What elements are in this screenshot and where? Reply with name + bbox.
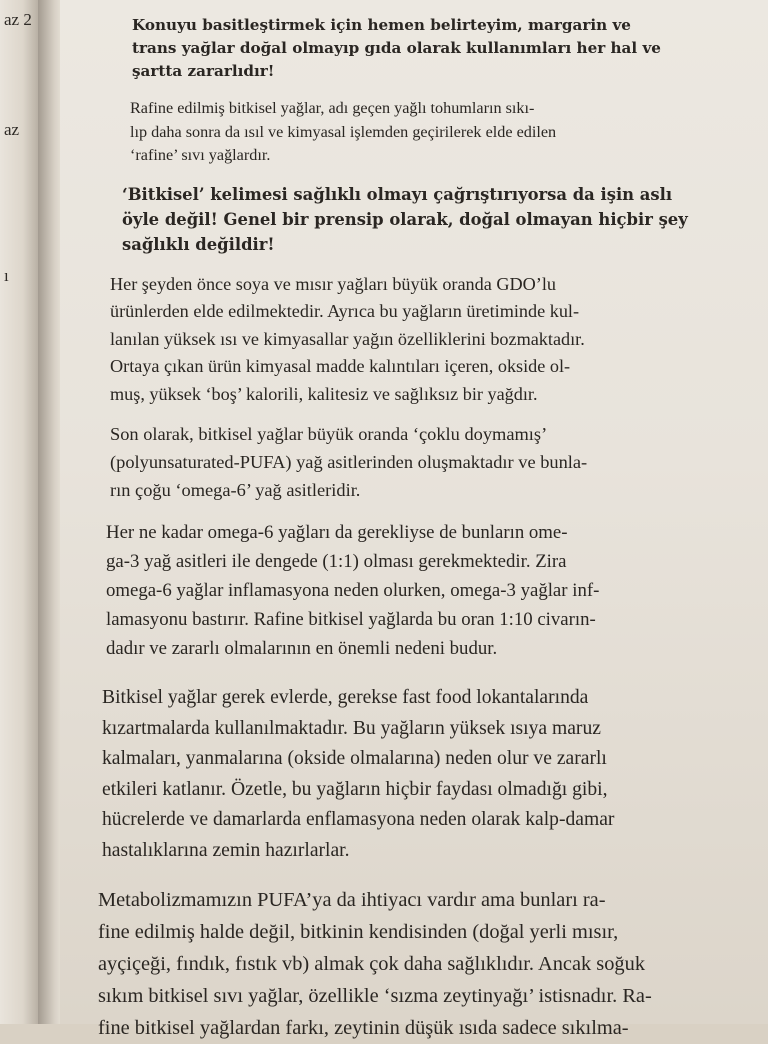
paragraph-bold-intro <box>132 14 740 83</box>
text-line: şartta zararlıdır! <box>132 62 275 80</box>
paragraph <box>98 884 750 1044</box>
text-line: muş, yüksek ‘boş’ kalorili, kalitesiz ve sağlıksız bir yağdır. <box>110 383 538 404</box>
text-line: Her şeyden önce soya ve mısır yağları büyük oranda GDO’lu <box>110 273 556 294</box>
text-line: Metabolizmamızın PUFA’ya da ihtiyacı vardır ama bunları ra- <box>98 889 606 911</box>
text-line: dadır ve zararlı olmalarının en önemli nedeni budur. <box>106 638 498 659</box>
text-line: rın çoğu ‘omega-6’ yağ asitleridir. <box>110 480 361 500</box>
text-line: kalmaları, yanmalarına (okside olmalarına) neden olur ve zararlı <box>102 748 607 769</box>
text-line: kızartmalarda kullanılmaktadır. Bu yağların yüksek ısıya maruz <box>102 717 601 739</box>
text-line: hastalıklarına zemin hazırlarlar. <box>102 839 350 861</box>
paragraph <box>110 271 740 409</box>
text-line: lamasyonu bastırır. Rafine bitkisel yağlarda bu oran 1:10 civarın- <box>106 609 596 630</box>
text-line: etkileri katlanır. Özetle, bu yağların hiçbir faydası olmadığı gibi, <box>102 778 608 800</box>
text-line: öyle değil! Genel bir prensip olarak, doğal olmayan hiçbir şey <box>122 209 688 229</box>
book-gutter <box>38 0 62 1024</box>
left-page-fragment: ı <box>4 266 9 285</box>
text-line: lıp daha sonra da ısıl ve kimyasal işlemden geçirilerek elde edilen <box>130 122 557 141</box>
text-line: fine edilmiş halde değil, bitkinin kendisinden (doğal yerli mısır, <box>98 921 619 943</box>
left-page-edge <box>0 0 38 1024</box>
text-line: Ortaya çıkan ürün kimyasal madde kalıntıları içeren, okside ol- <box>110 356 571 376</box>
text-line: ga-3 yağ asitleri ile dengede (1:1) olması gerekmektedir. Zira <box>106 551 567 572</box>
text-line: omega-6 yağlar inflamasyona neden olurken, omega-3 yağlar inf- <box>106 580 600 601</box>
text-line: Her ne kadar omega-6 yağları da gerekliyse de bunların ome- <box>106 522 568 543</box>
paragraph <box>106 518 740 663</box>
left-page-fragment: az <box>4 120 20 139</box>
book-page <box>60 0 768 1039</box>
left-page-fragment: az 2 <box>4 10 32 29</box>
text-line: Rafine edilmiş bitkisel yağlar, adı geçen yağlı tohumların sıkı- <box>130 99 535 117</box>
paragraph <box>130 97 740 168</box>
text-line: Son olarak, bitkisel yağlar büyük oranda ‘çoklu doymamış’ <box>110 424 548 444</box>
paragraph-bold-statement <box>122 182 740 257</box>
text-line: ‘rafine’ sıvı yağlardır. <box>130 146 271 164</box>
text-line: sağlıklı değildir! <box>122 234 275 254</box>
text-line: hücrelerde ve damarlarda enflamasyona neden olarak kalp-damar <box>102 809 615 830</box>
text-line: (polyunsaturated-PUFA) yağ asitlerinden oluşmaktadır ve bunla- <box>110 452 588 472</box>
text-line: fine bitkisel yağlardan farkı, zeytinin düşük ısıda sadece sıkılma- <box>98 1017 629 1039</box>
text-line: trans yağlar doğal olmayıp gıda olarak kullanımları her hal ve <box>132 39 661 57</box>
text-line: Bitkisel yağlar gerek evlerde, gerekse fast food lokantalarında <box>102 687 589 708</box>
text-line: ‘Bitkisel’ kelimesi sağlıklı olmayı çağrıştırıyorsa da işin aslı <box>122 184 673 204</box>
paragraph <box>102 683 746 866</box>
page-text <box>98 14 740 1044</box>
text-line: Konuyu basitleştirmek için hemen belirteyim, margarin ve <box>132 16 631 34</box>
text-line: ayçiçeği, fındık, fıstık vb) almak çok daha sağlıklıdır. Ancak soğuk <box>98 953 646 975</box>
text-line: sıkım bitkisel sıvı yağlar, özellikle ‘sızma zeytinyağı’ istisnadır. Ra- <box>98 985 652 1007</box>
paragraph <box>110 420 740 504</box>
text-line: lanılan yüksek ısı ve kimyasallar yağın özelliklerini bozmaktadır. <box>110 328 585 349</box>
text-line: ürünlerden elde edilmektedir. Ayrıca bu yağların üretiminde kul- <box>110 301 580 321</box>
